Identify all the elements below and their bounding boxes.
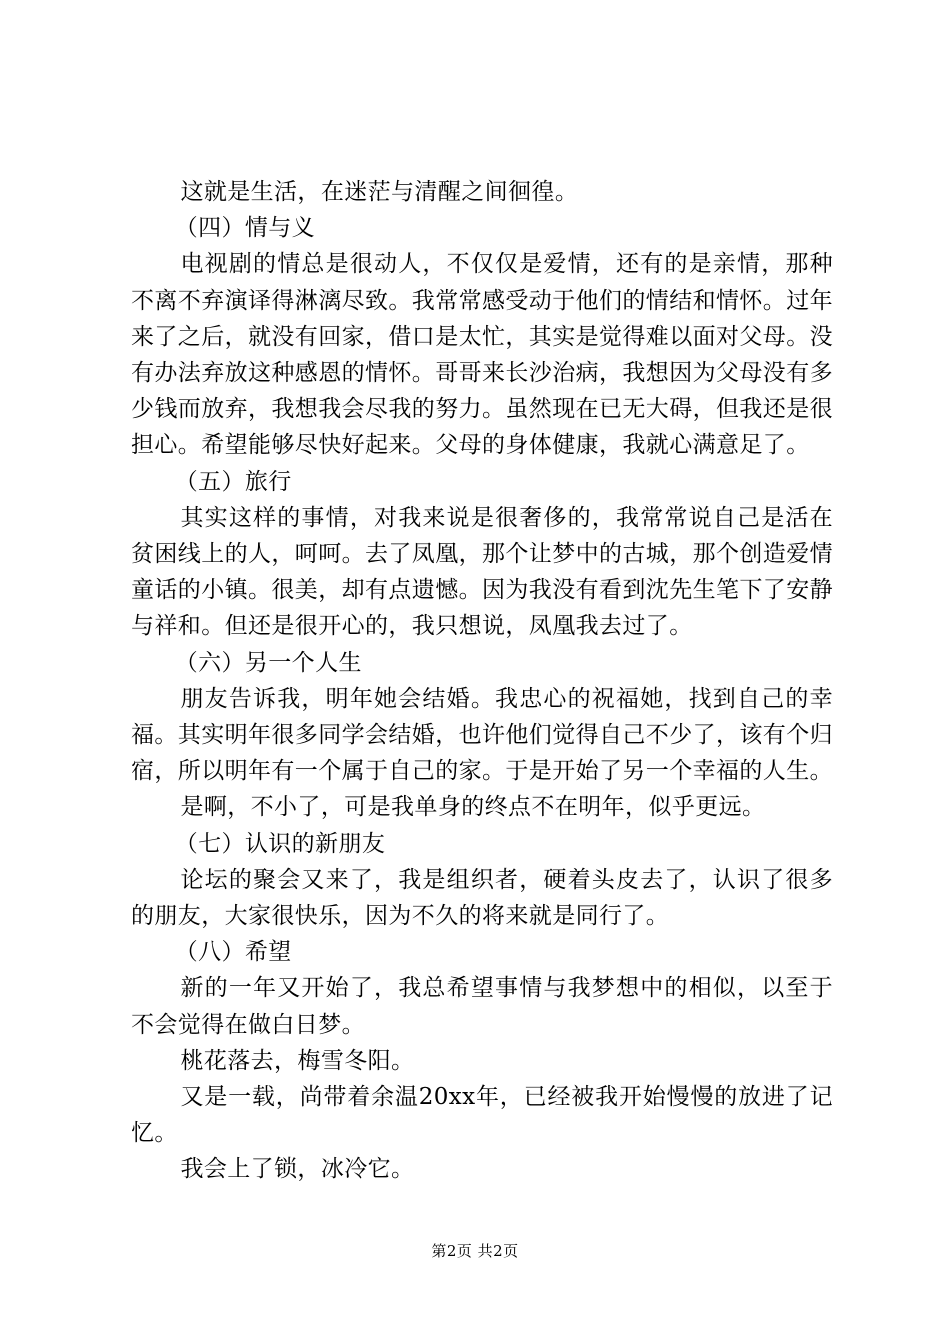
paragraph: 其实这样的事情，对我来说是很奢侈的，我常常说自己是活在贫困线上的人，呵呵。去了凤凰，那个让梦中的古城，那个创造爱情童话的小镇。很美，却有点遗憾。因为我没有看到沈先生笔下了安静与祥和。但还是很开心的，我只想说，凤凰我去过了。 (131, 504, 833, 640)
paragraph: 是啊，不小了，可是我单身的终点不在明年，似乎更远。 (180, 794, 766, 821)
page-footer: 第2页 共2页 (431, 1242, 519, 1260)
paragraph: 我会上了锁，冰冷它。 (180, 1156, 415, 1183)
section-heading: （七）认识的新朋友 (174, 830, 386, 857)
paragraph: 桃花落去，梅雪冬阳。 (180, 1047, 415, 1074)
paragraph: 又是一载，尚带着余温20xx年，已经被我开始慢慢的放进了记忆。 (131, 1084, 833, 1147)
document-body (131, 174, 833, 1188)
section-heading: （八）希望 (174, 939, 292, 966)
paragraph: 论坛的聚会又来了，我是组织者，硬着头皮去了，认识了很多的朋友，大家很快乐，因为不久的将来就是同行了。 (131, 866, 833, 930)
paragraph: 电视剧的情总是很动人，不仅仅是爱情，还有的是亲情，那种不离不弃演译得淋漓尽致。我常常感受动于他们的情结和情怀。过年来了之后，就没有回家，借口是太忙，其实是觉得难以面对父母。没有办法弃放这种感恩的情怀。哥哥来长沙治病，我想因为父母没有多少钱而放弃，我想我会尽我的努力。虽然现在已无大碍，但我还是很担心。希望能够尽快好起来。父母的身体健康，我就心满意足了。 (131, 251, 833, 459)
section-heading: （五）旅行 (174, 468, 292, 495)
paragraph: 新的一年又开始了，我总希望事情与我梦想中的相似，以至于不会觉得在做白日梦。 (131, 975, 833, 1038)
section-heading: （四）情与义 (174, 215, 316, 242)
paragraph: 朋友告诉我，明年她会结婚。我忠心的祝福她，找到自己的幸福。其实明年很多同学会结婚，也许他们觉得自己不少了，该有个归宿，所以明年有一个属于自己的家。于是开始了另一个幸福的人生。 (131, 685, 833, 785)
section-heading: （六）另一个人生 (174, 649, 362, 676)
paragraph: 这就是生活，在迷茫与清醒之间徊徨。 (180, 179, 579, 205)
